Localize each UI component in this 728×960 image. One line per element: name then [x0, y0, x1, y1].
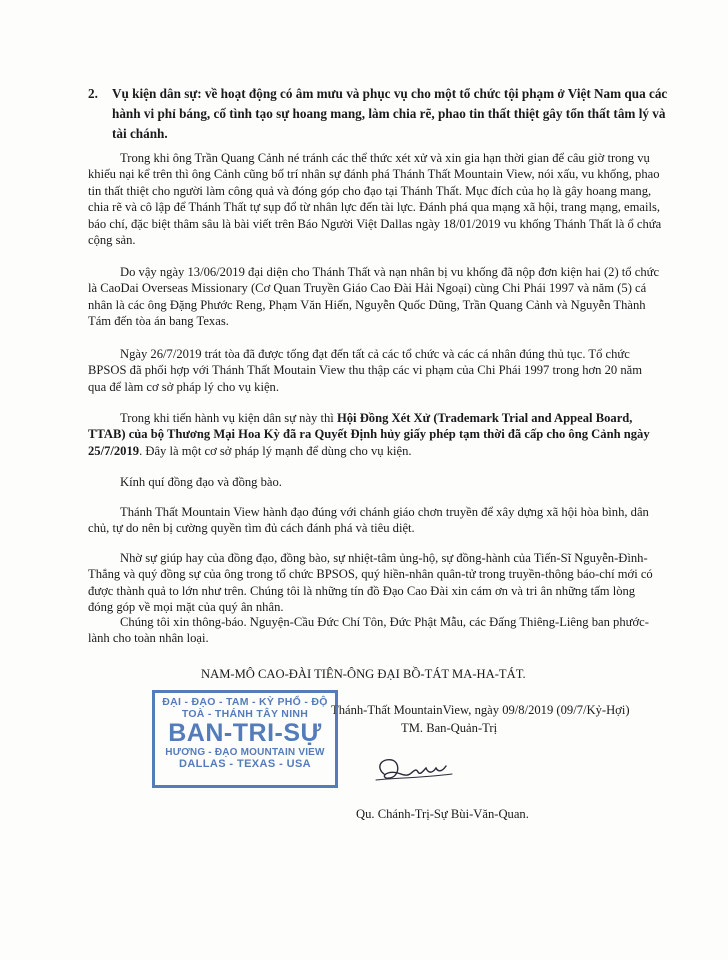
paragraph-8: Chúng tôi xin thông-báo. Nguyện-Cầu Đức Chí Tôn, Đức Phật Mẫu, các Đấng Thiêng-Liêng ban phước-lành cho toàn nhân loại. — [88, 615, 649, 646]
paragraph-4-start: Trong khi tiến hành vụ kiện dân sự này thì — [120, 411, 337, 425]
place-date: Thánh-Thất MountainView, ngày 09/8/2019 (09/7/Kỷ-Hợi) — [331, 703, 630, 717]
signer-name: Qu. Chánh-Trị-Sự Bùi-Văn-Quan. — [356, 807, 529, 821]
stamp-line-5: DALLAS - TEXAS - USA — [178, 758, 312, 770]
paragraph-6: Thánh Thất Mountain View hành đạo đúng với chánh giáo chơn truyền để xây dựng xã hội hòa bình, dân chủ, tự do nên bị cường quyền tìm đủ cách đánh phá và tiêu diệt. — [88, 505, 649, 536]
paragraph-4 — [88, 410, 663, 459]
section-heading — [88, 84, 668, 144]
paragraph-4-end: . Đây là một cơ sở pháp lý mạnh để dùng cho vụ kiện. — [139, 443, 412, 458]
section-number: 2. — [88, 86, 98, 101]
closing-invocation: NAM-MÔ CAO-ĐÀI TIÊN-ÔNG ĐẠI BỒ-TÁT MA-HA-TÁT. — [201, 667, 526, 681]
signer-title: TM. Ban-Quản-Trị — [401, 721, 498, 735]
stamp-line-2: TOÀ - THÁNH TÂY NINH — [181, 708, 309, 720]
paragraph-5: Kính quí đồng đạo và đồng bào. — [120, 475, 282, 489]
stamp-line-3: BAN-TRI-SỰ — [168, 719, 322, 747]
stamp-line-4: HƯƠNG - ĐẠO MOUNTAIN VIEW — [165, 747, 325, 758]
stamp-line-1: ĐẠI - ĐẠO - TAM - KỲ PHỔ - ĐỘ — [162, 696, 328, 708]
paragraph-3: Ngày 26/7/2019 trát tòa đã được tống đạt đến tất cả các tổ chức và các cá nhân đúng thủ tục. Tổ chức BPSOS đã phối hợp với Thánh Thất Moutain View thu thập các vi phạm của Chi Phái 1997 trong hơn 20 năm qua để làm cơ sở pháp lý cho vụ kiện. — [88, 347, 643, 394]
paragraph-2: Do vậy ngày 13/06/2019 đại diện cho Thánh Thất và nạn nhân bị vu khống đã nộp đơn kiện hai (2) tổ chức là CaoDai Overseas Missionary (Cơ Quan Truyền Giáo Cao Đài Hải Ngoại) cùng Chi Phái 1997 và năm (5) cá nhân là các ông Đặng Phước Reng, Phạm Văn Hiến, Nguyễn Quốc Dũng, Trần Quang Cảnh và Nguyễn Thành Tám đến tòa án bang Texas. — [88, 265, 660, 329]
paragraph-7: Nhờ sự giúp hay của đồng đạo, đồng bào, sự nhiệt-tâm ủng-hộ, sự đồng-hành của Tiến-Sĩ Nguyễn-Đình-Thắng và quý đồng sự của ông trong tổ chức BPSOS, quý hiền-nhân quân-tử trong truyền-thông báo-chí mới có được thành quả to lớn như trên. Chúng tôi là những tín đồ Đạo Cao Đài xin cám ơn và tri ân những tấm lòng đóng góp về mọi mặt của quý ân nhân. — [88, 551, 653, 615]
official-stamp — [152, 690, 338, 788]
handwritten-signature-icon — [370, 748, 460, 788]
paragraph-1: Trong khi ông Trần Quang Cảnh né tránh các thể thức xét xử và xin gia hạn thời gian để câu giờ trong vụ khiếu nại kể trên thì ông Cảnh cũng bố trí nhân sự đánh phá Thánh Thất Mountain View, nói xấu, vu khống, phao tin thất thiệt cho người làm công quả và đóng góp cho đạo tại Thánh Thất. Mục đích của họ là gây hoang mang, chia rẽ và cô lập để Thánh Thất tự sụp đổ từ nhân lực đến tài lực. Đánh phá qua mạng xã hội, trang mạng, emails, báo chí, đặc biệt thâm sâu là bài viết trên Báo Người Việt Dallas ngày 18/01/2019 vu khống Thánh Thất là ổ chứa cộng sản. — [88, 151, 662, 248]
section-heading-text: Vụ kiện dân sự: về hoạt động có âm mưu và phục vụ cho một tổ chức tội phạm ở Việt Nam qua các hành vi phỉ báng, cố tình tạo sự hoang mang, làm chia rẽ, phao tin thất thiệt gây tổn thất tâm lý và tài chánh. — [112, 86, 668, 141]
paragraph-4-bold: Hội Đồng Xét Xử (Trademark Trial and Appeal Board, TTAB) của bộ Thương Mại Hoa Kỳ đã ra Quyết Định hủy giấy phép tạm thời đã cấp cho ông Cảnh ngày 25/7/2019 — [88, 411, 650, 458]
